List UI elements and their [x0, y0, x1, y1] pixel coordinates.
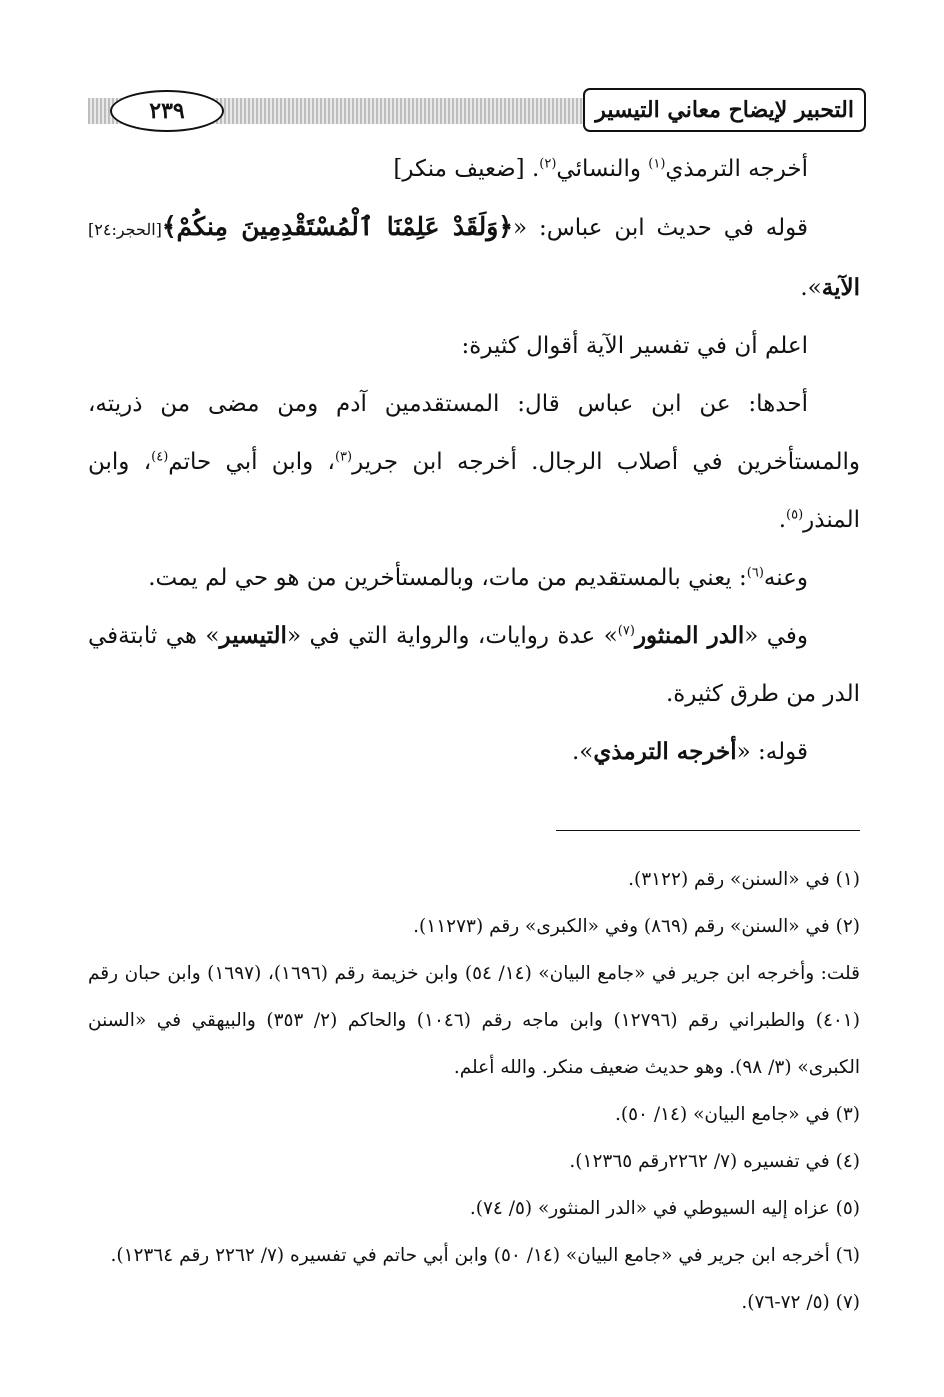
text-run: أخرجه الترمذي: [665, 156, 808, 182]
footnote-6: (٦) أخرجه ابن جرير في «جامع البيان» (١٤/ ٥٠) وابن أبي حاتم في تفسيره (٧/ ٢٢٦٢ رقم ١٢٣٦٤).: [110, 1245, 860, 1266]
text-run: قوله في حديث ابن عباس: «: [512, 215, 808, 241]
footnote-3: (٣) في «جامع البيان» (١٤/ ٥٠).: [615, 1104, 860, 1125]
footnote-marker[interactable]: (٢): [539, 156, 557, 172]
text-run: ».: [800, 275, 822, 301]
text-run: قوله: «: [736, 739, 808, 765]
text-run: » هي ثابتةفي الدر من طرق كثيرة.: [88, 623, 860, 707]
text-run: ، وابن المنذر: [88, 449, 860, 533]
page-number: ٢٣٩: [110, 90, 224, 132]
footnote-marker[interactable]: (٥): [786, 507, 804, 523]
verse-reference: [الحجر:٢٤]: [88, 220, 162, 239]
footnote-marker[interactable]: (٤): [151, 449, 169, 465]
text-run: » عدة روايات، والرواية التي في «: [286, 623, 618, 649]
footnote-marker[interactable]: (٦): [746, 565, 764, 581]
paragraph-7: [88, 723, 860, 781]
text-run: .: [778, 507, 787, 533]
text-run: وعنه: [763, 565, 808, 591]
text-run: ».: [571, 739, 594, 765]
paragraph-3: اعلم أن في تفسير الآية أقوال كثيرة:: [461, 333, 808, 359]
grading-note: . [ضعيف منكر]: [393, 156, 540, 182]
main-text: [88, 140, 860, 781]
footnote-2-continued: قلت: وأخرجه ابن جرير في «جامع البيان» (١٤/ ٥٤) وابن خزيمة رقم (١٦٩٦)، (١٦٩٧) وابن حبان رقم (٤٠١) والطبراني رقم (١٢٧٩٦) وابن ماجه رقم (١٠٤٦) والحاكم (٢/ ٣٥٣) والبيهقي في «السنن الكبرى» (٣/ ٩٨). وهو حديث ضعيف منكر. والله أعلم.: [88, 963, 861, 1078]
text-run-bold: الآية: [821, 274, 860, 301]
paragraph-2: [88, 198, 860, 317]
text-run: وفي «: [744, 623, 809, 649]
footnote-marker[interactable]: (٧): [617, 623, 635, 639]
footnote-1: (١) في «السنن» رقم (٣١٢٢).: [628, 869, 860, 890]
text-run: : يعني بالمستقديم من مات، وبالمستأخرين من هو حي لم يمت.: [148, 565, 747, 591]
footnotes: [88, 856, 860, 1326]
book-name: التيسير: [219, 622, 287, 649]
footnote-2: (٢) في «السنن» رقم (٨٦٩) وفي «الكبرى» رقم (١١٢٧٣).: [413, 916, 860, 937]
footnote-5: (٥) عزاه إليه السيوطي في «الدر المنثور» (٥/ ٧٤).: [469, 1198, 860, 1219]
text-run: ، وابن أبي حاتم: [168, 449, 335, 475]
footnote-7: (٧) (٥/ ٧٢-٧٦).: [741, 1292, 860, 1313]
text-run: أحدها: عن ابن عباس قال: المستقدمين آدم ومن مضى من ذريته، والمستأخرين في أصلاب الرجال. أخرجه ابن جرير: [88, 391, 860, 475]
book-name: الدر المنثور: [634, 622, 745, 649]
quran-verse: ﴿وَلَقَدْ عَلِمْنَا ٱلْمُسْتَقْدِمِينَ مِنكُمْ﴾: [161, 212, 513, 241]
paragraph-4: [88, 375, 860, 549]
page-header: [88, 88, 866, 130]
footnote-separator: [556, 830, 860, 831]
book-title: التحبير لإيضاح معاني التيسير: [583, 88, 866, 132]
text-run: والنسائي: [556, 156, 649, 182]
paragraph-1: [88, 140, 860, 198]
paragraph-5: [88, 549, 860, 607]
quoted-phrase: أخرجه الترمذي: [593, 738, 737, 765]
footnote-4: (٤) في تفسيره (٧/ ٢٢٦٢رقم ١٢٣٦٥).: [569, 1151, 860, 1172]
footnote-marker[interactable]: (٣): [334, 449, 353, 465]
paragraph-6: [88, 607, 860, 723]
footnote-marker[interactable]: (١): [648, 156, 666, 172]
